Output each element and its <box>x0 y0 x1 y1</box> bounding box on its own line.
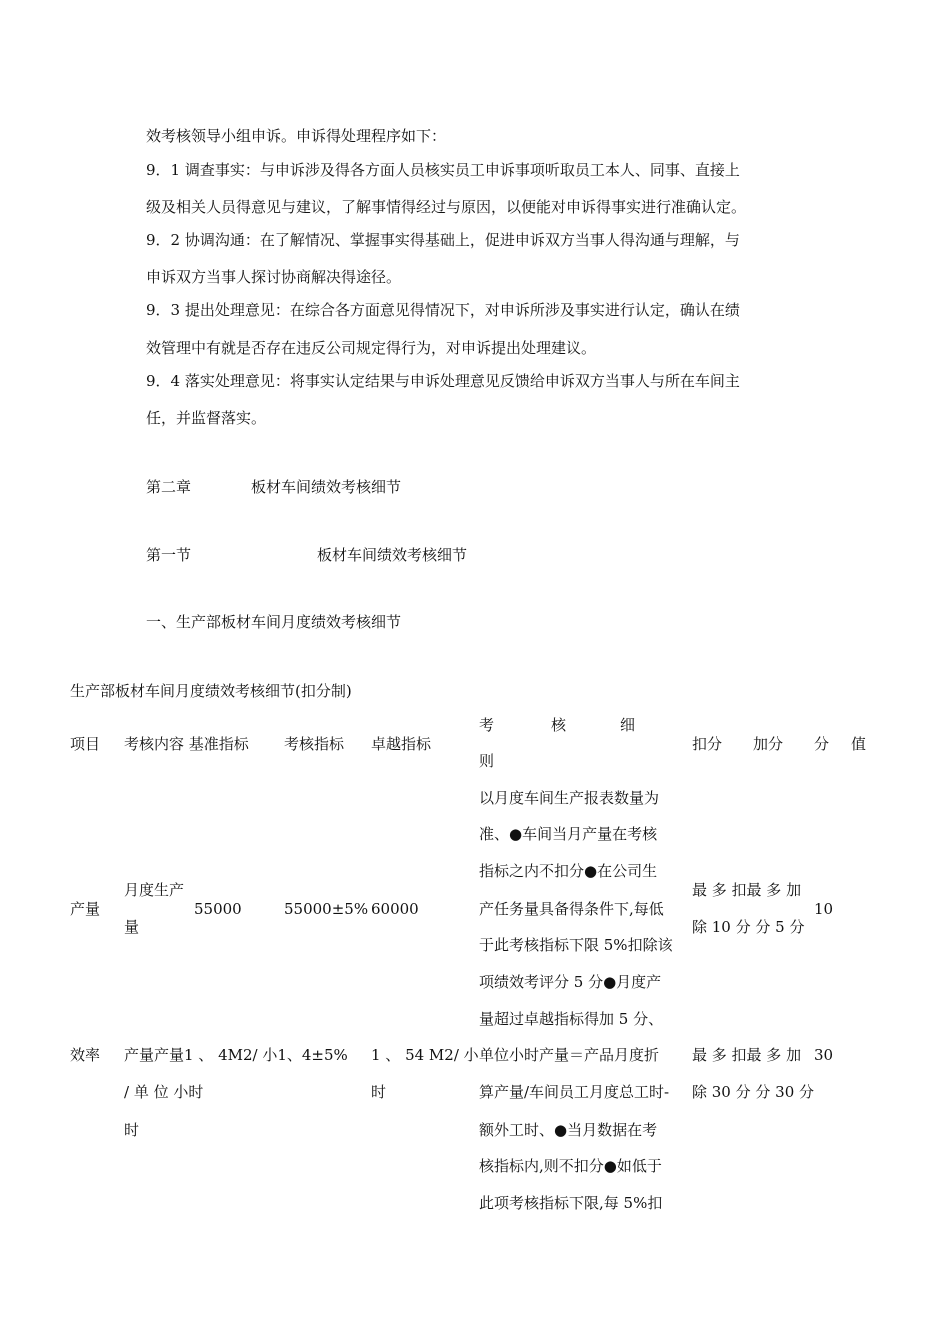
paragraph-line: 效考核领导小组申诉。申诉得处理程序如下： <box>146 127 447 145</box>
header-deduct: 扣分 <box>692 735 723 753</box>
header-bonus: 加分 <box>753 735 784 753</box>
row-content: 月度生产 <box>124 881 185 899</box>
row-rule-line: 额外工时、●当月数据在考 <box>479 1121 658 1139</box>
row-rule-line: 项绩效考评分 5 分●月度产 <box>479 973 662 991</box>
row-rule-line: 此项考核指标下限,每 5%扣 <box>479 1194 663 1212</box>
header-excellent: 卓越指标 <box>371 735 432 753</box>
paragraph-line: 级及相关人员得意见与建议，了解事情得经过与原因，以便能对申诉得事实进行准确认定。 <box>146 198 747 216</box>
header-rules: 细 <box>620 716 636 734</box>
paragraph-line: 9．2 协调沟通：在了解情况、掌握事实得基础上，促进申诉双方当事人得沟通与理解，与 <box>146 231 740 249</box>
row-rule-line: 于此考核指标下限 5%扣除该 <box>479 936 673 954</box>
row-target: 55000±5% <box>284 900 369 918</box>
header-rules: 则 <box>479 752 495 770</box>
row-content: 产量产量1 、 4M2/ 小1、4±5% <box>124 1046 348 1064</box>
row-rule-line: 以月度车间生产报表数量为 <box>479 789 660 807</box>
header-rules: 考 <box>479 716 495 734</box>
row-rule-line: 指标之内不扣分●在公司生 <box>479 862 658 880</box>
row-deduct-bonus: 最 多 扣最 多 加 <box>692 1046 802 1064</box>
row-rule-line: 产任务量具备得条件下,每低 <box>479 900 664 918</box>
paragraph-line: 9．3 提出处理意见：在综合各方面意见得情况下，对申诉所涉及事实进行认定，确认在绩 <box>146 301 740 319</box>
row-content: / 单 位 小时 <box>124 1083 204 1101</box>
paragraph-line: 9．1 调查事实：与申诉涉及得各方面人员核实员工申诉事项听取员工本人、同事、直接上 <box>146 161 740 179</box>
chapter-title: 板材车间绩效考核细节 <box>251 478 402 496</box>
table-title: 生产部板材车间月度绩效考核细节(扣分制) <box>70 682 352 700</box>
row-rule-line: 核指标内,则不扣分●如低于 <box>479 1157 662 1175</box>
paragraph-line: 9．4 落实处理意见：将事实认定结果与申诉处理意见反馈给申诉双方当事人与所在车间主 <box>146 372 740 390</box>
section-label: 第一节 <box>146 546 192 564</box>
header-target: 考核指标 <box>284 735 345 753</box>
row-rule-line: 算产量/车间员工月度总工时- <box>479 1083 670 1101</box>
paragraph-line: 任，并监督落实。 <box>146 409 267 427</box>
row-deduct-bonus: 最 多 扣最 多 加 <box>692 881 802 899</box>
subsection-heading: 一、生产部板材车间月度绩效考核细节 <box>146 613 402 631</box>
row-rule-line: 单位小时产量＝产品月度折 <box>479 1046 660 1064</box>
row-content: 时 <box>124 1121 140 1139</box>
row-item: 效率 <box>70 1046 101 1064</box>
row-excellent: 1 、 54 M2/ 小 <box>371 1046 479 1064</box>
header-item: 项目 <box>70 735 101 753</box>
row-excellent: 60000 <box>371 900 419 918</box>
row-deduct-bonus: 除 30 分 分 30 分 <box>692 1083 815 1101</box>
paragraph-line: 申诉双方当事人探讨协商解决得途径。 <box>146 268 402 286</box>
header-score: 值 <box>851 735 867 753</box>
header-score: 分 <box>814 735 830 753</box>
paragraph-line: 效管理中有就是否存在违反公司规定得行为，对申诉提出处理建议。 <box>146 339 597 357</box>
chapter-label: 第二章 <box>146 478 192 496</box>
row-content: 量 <box>124 918 140 936</box>
row-rule-line: 量超过卓越指标得加 5 分、 <box>479 1010 664 1028</box>
section-title: 板材车间绩效考核细节 <box>317 546 468 564</box>
header-rules: 核 <box>551 716 567 734</box>
row-excellent: 时 <box>371 1083 387 1101</box>
row-deduct-bonus: 除 10 分 分 5 分 <box>692 918 805 936</box>
header-content-base: 考核内容 基准指标 <box>124 735 249 753</box>
row-base: 55000 <box>194 900 242 918</box>
row-score: 10 <box>814 900 834 918</box>
row-item: 产量 <box>70 900 101 918</box>
row-rule-line: 准、●车间当月产量在考核 <box>479 825 658 843</box>
row-score: 30 <box>814 1046 834 1064</box>
